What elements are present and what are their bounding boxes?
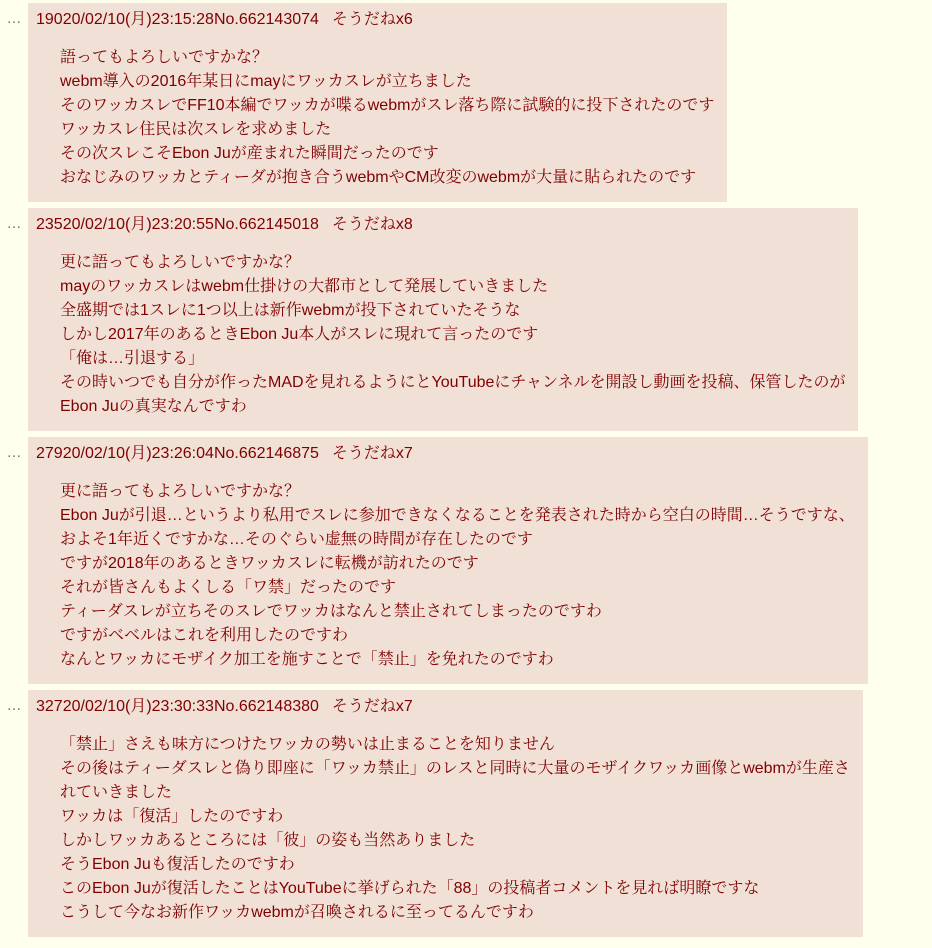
post-line: その次スレこそEbon Juが産まれた瞬間だったのです [60, 145, 439, 162]
post-counter: 235 [36, 216, 63, 233]
reply-box [28, 208, 858, 431]
post-body [60, 46, 714, 190]
soudane-count[interactable]: そうだねx7 [331, 445, 413, 462]
post-line: こうして今なお新作ワッカwebmが召喚されるに至ってるんですわ [60, 904, 534, 921]
post-line: mayのワッカスレはwebm仕掛けの大都市として発展していきました [60, 278, 549, 295]
post-body [60, 733, 850, 925]
post-counter: 190 [36, 11, 63, 28]
reply-box [28, 437, 868, 684]
post-line: おなじみのワッカとティーダが抱き合うwebmやCM改変のwebmが大量に貼られたのです [60, 169, 697, 186]
post-line: なんとワッカにモザイク加工を施すことで「禁止」を免れたのですわ [60, 651, 554, 668]
post-line: その後はティーダスレと偽り即座に「ワッカ禁止」のレスと同時に大量のモザイクワッカ画像とwebmが生産さ [60, 760, 850, 777]
post-line: その時いつでも自分が作ったMADを見れるようにとYouTubeにチャンネルを開設し動画を投稿、保管したのが [60, 374, 846, 391]
post-line: このEbon Juが復活したことはYouTubeに挙げられた「88」の投稿者コメントを見れば明瞭ですな [60, 880, 760, 897]
post [0, 690, 932, 937]
post-line: ティーダスレが立ちそのスレでワッカはなんと禁止されてしまったのですわ [60, 603, 602, 620]
post-datetime: 20/02/10(月)23:15:28 [62, 11, 214, 28]
post-line: 更に語ってもよろしいですかな？ [60, 483, 301, 500]
post-number[interactable]: No.662148380 [213, 698, 319, 715]
post [0, 3, 932, 202]
post-line: 「俺は…引退する」 [60, 350, 205, 367]
post-number[interactable]: No.662146875 [213, 445, 319, 462]
post-menu-ellipsis-icon[interactable]: … [6, 444, 22, 461]
post-line: 更に語ってもよろしいですかな？ [60, 254, 301, 271]
post-line: そうEbon Juも復活したのですわ [60, 856, 295, 873]
post-line: 全盛期では1スレに1つ以上は新作webmが投下されていたそうな [60, 302, 521, 319]
post-menu-ellipsis-icon[interactable]: … [6, 215, 22, 232]
post [0, 437, 932, 684]
post-line: 「禁止」さえも味方につけたワッカの勢いは止まることを知りません [60, 736, 555, 753]
post-counter: 279 [36, 445, 63, 462]
soudane-count[interactable]: そうだねx8 [331, 216, 413, 233]
post-datetime: 20/02/10(月)23:30:33 [62, 698, 214, 715]
post-line: れていきました [60, 784, 173, 801]
reply-box [28, 690, 863, 937]
post-line: ですが2018年のあるときワッカスレに転機が訪れたのです [60, 555, 479, 572]
post-header [36, 443, 855, 465]
post-line: Ebon Juの真実なんですわ [60, 398, 247, 415]
post-line: ですがベベルはこれを利用したのですわ [60, 627, 349, 644]
post-number[interactable]: No.662143074 [213, 11, 319, 28]
post-header [36, 214, 845, 236]
post-line: ワッカスレ住民は次スレを求めました [60, 121, 332, 138]
post-line: webm導入の2016年某日にmayにワッカスレが立ちました [60, 73, 472, 90]
post [0, 208, 932, 431]
post-body [60, 251, 845, 419]
post-header [36, 696, 850, 718]
post-line: 語ってもよろしいですかな？ [60, 49, 269, 66]
post-line: ワッカは「復活」したのですわ [60, 808, 284, 825]
post-line: しかし2017年のあるときEbon Ju本人がスレに現れて言ったのです [60, 326, 539, 343]
reply-box [28, 3, 727, 202]
post-counter: 327 [36, 698, 63, 715]
post-menu-ellipsis-icon[interactable]: … [6, 10, 22, 27]
post-line: しかしワッカあるところには「彼」の姿も当然ありました [60, 832, 476, 849]
post-body [60, 480, 855, 672]
post-line: そのワッカスレでFF10本編でワッカが喋るwebmがスレ落ち際に試験的に投下されたのです [60, 97, 715, 114]
post-line: およそ1年近くですかな…そのぐらい虚無の時間が存在したのです [60, 531, 533, 548]
post-datetime: 20/02/10(月)23:26:04 [62, 445, 214, 462]
soudane-count[interactable]: そうだねx6 [331, 11, 413, 28]
post-datetime: 20/02/10(月)23:20:55 [62, 216, 214, 233]
post-line: Ebon Juが引退…というより私用でスレに参加できなくなることを発表された時から空白の時間…そうですな、 [60, 507, 855, 524]
soudane-count[interactable]: そうだねx7 [331, 698, 413, 715]
post-menu-ellipsis-icon[interactable]: … [6, 697, 22, 714]
post-number[interactable]: No.662145018 [213, 216, 319, 233]
post-header [36, 9, 714, 31]
post-line: それが皆さんもよくしる「ワ禁」だったのです [60, 579, 397, 596]
